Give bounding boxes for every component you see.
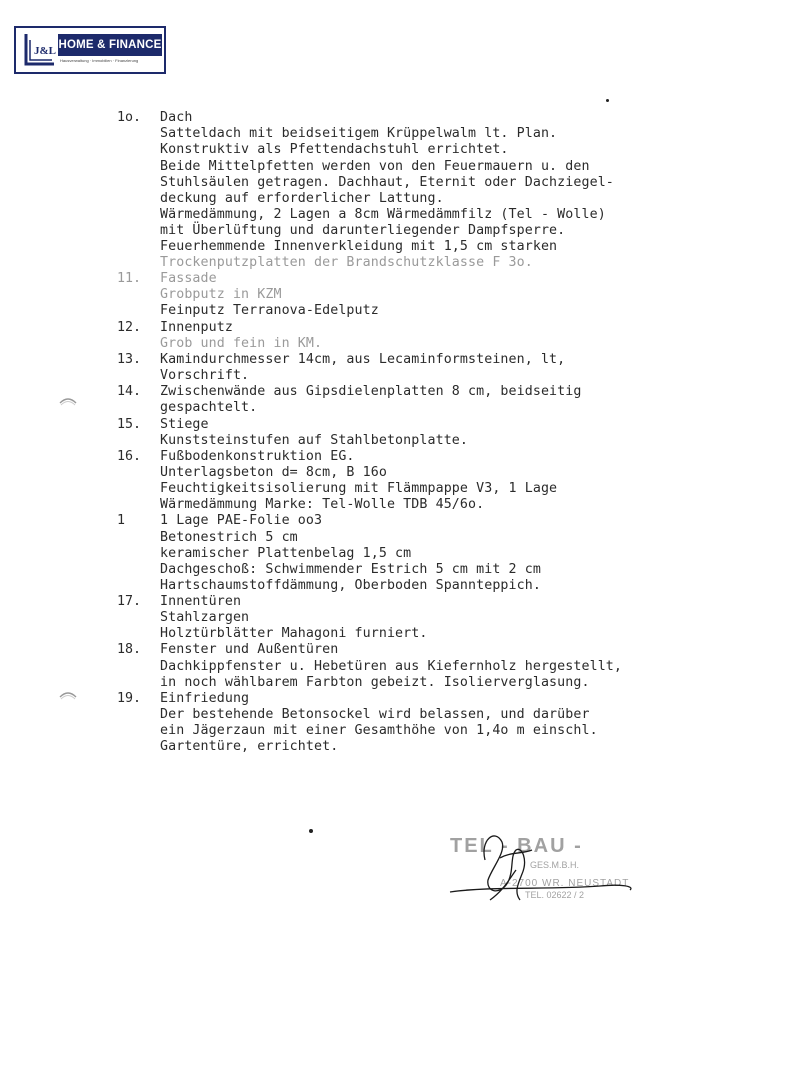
- document-line: Grob und fein in KM.: [160, 336, 323, 351]
- document-line: Wärmedämmung, 2 Lagen a 8cm Wärmedämmfilz (Tel - Wolle): [160, 207, 606, 222]
- section-number: 11.: [117, 271, 142, 286]
- section-heading: 1 Lage PAE-Folie oo3: [160, 513, 323, 528]
- company-stamp-with-signature: [440, 820, 680, 925]
- document-line: Der bestehende Betonsockel wird belassen, und darüber: [160, 707, 590, 722]
- document-line: Beide Mittelpfetten werden von den Feuermauern u. den: [160, 159, 590, 174]
- punch-hole-mark: [58, 687, 78, 701]
- document-line: Dachkippfenster u. Hebetüren aus Kiefernholz hergestellt,: [160, 659, 623, 674]
- document-line: Wärmedämmung Marke: Tel-Wolle TDB 45/6o.: [160, 497, 485, 512]
- document-line: Feinputz Terranova-Edelputz: [160, 303, 379, 318]
- section-number: 1o.: [117, 110, 142, 125]
- stamp-line-2: GES.M.B.H.: [530, 860, 580, 870]
- document-line: mit Überlüftung und darunterliegender Dampfsperre.: [160, 223, 566, 238]
- document-line: Konstruktiv als Pfettendachstuhl errichtet.: [160, 142, 509, 157]
- stamp-line-3: A-2700 WR. NEUSTADT: [500, 878, 630, 889]
- section-heading: Fenster und Außentüren: [160, 642, 339, 657]
- document-line: Gartentüre, errichtet.: [160, 739, 339, 754]
- stamp-line-4: TEL. 02622 / 2: [525, 890, 585, 900]
- logo-tagline: Hausverwaltung · Immobilien · Finanzierung: [60, 58, 139, 63]
- document-line: keramischer Plattenbelag 1,5 cm: [160, 546, 412, 561]
- document-line: deckung auf erforderlicher Lattung.: [160, 191, 444, 206]
- speck: [606, 99, 609, 102]
- section-number: 19.: [117, 691, 142, 706]
- speck: [309, 829, 313, 833]
- section-number: 14.: [117, 384, 142, 399]
- section-heading: Innenputz: [160, 320, 233, 335]
- document-line: Kunststeinstufen auf Stahlbetonplatte.: [160, 433, 469, 448]
- document-line: Dachgeschoß: Schwimmender Estrich 5 cm mit 2 cm: [160, 562, 541, 577]
- logo-mark-text: J&L: [34, 45, 56, 57]
- section-number: 18.: [117, 642, 142, 657]
- document-line: Feuchtigkeitsisolierung mit Flämmpappe V3, 1 Lage: [160, 481, 558, 496]
- section-heading: Innentüren: [160, 594, 242, 609]
- document-line: Satteldach mit beidseitigem Krüppelwalm lt. Plan.: [160, 126, 558, 141]
- logo-brand: HOME & FINANCE: [58, 34, 162, 56]
- section-number: 16.: [117, 449, 142, 464]
- document-line: Holztürblätter Mahagoni furniert.: [160, 626, 428, 641]
- document-line: Hartschaumstoffdämmung, Oberboden Spannteppich.: [160, 578, 541, 593]
- section-heading: Einfriedung: [160, 691, 250, 706]
- section-heading: Kamindurchmesser 14cm, aus Lecaminformsteinen, lt,: [160, 352, 566, 367]
- document-line: Stahlzargen: [160, 610, 250, 625]
- section-number: 12.: [117, 320, 142, 335]
- document-line: Stuhlsäulen getragen. Dachhaut, Eternit oder Dachziegel-: [160, 175, 614, 190]
- document-line: gespachtelt.: [160, 400, 258, 415]
- section-heading: Zwischenwände aus Gipsdielenplatten 8 cm, beidseitig: [160, 384, 582, 399]
- document-line: in noch wählbarem Farbton gebeizt. Isolierverglasung.: [160, 675, 590, 690]
- section-number: 15.: [117, 417, 142, 432]
- document-line: Trockenputzplatten der Brandschutzklasse F 3o.: [160, 255, 533, 270]
- section-heading: Fassade: [160, 271, 217, 286]
- section-heading: Stiege: [160, 417, 209, 432]
- document-line: Feuerhemmende Innenverkleidung mit 1,5 cm starken: [160, 239, 558, 254]
- section-number: 1: [117, 513, 126, 528]
- document-line: Betonestrich 5 cm: [160, 530, 298, 545]
- document-line: ein Jägerzaun mit einer Gesamthöhe von 1,4o m einschl.: [160, 723, 598, 738]
- section-heading: Fußbodenkonstruktion EG.: [160, 449, 355, 464]
- document-line: Vorschrift.: [160, 368, 250, 383]
- document-line: Grobputz in KZM: [160, 287, 282, 302]
- section-number: 17.: [117, 594, 142, 609]
- punch-hole-mark: [58, 393, 78, 407]
- section-number: 13.: [117, 352, 142, 367]
- section-heading: Dach: [160, 110, 193, 125]
- document-line: Unterlagsbeton d= 8cm, B 16o: [160, 465, 387, 480]
- stamp-line-1: TEL - BAU -: [450, 835, 583, 857]
